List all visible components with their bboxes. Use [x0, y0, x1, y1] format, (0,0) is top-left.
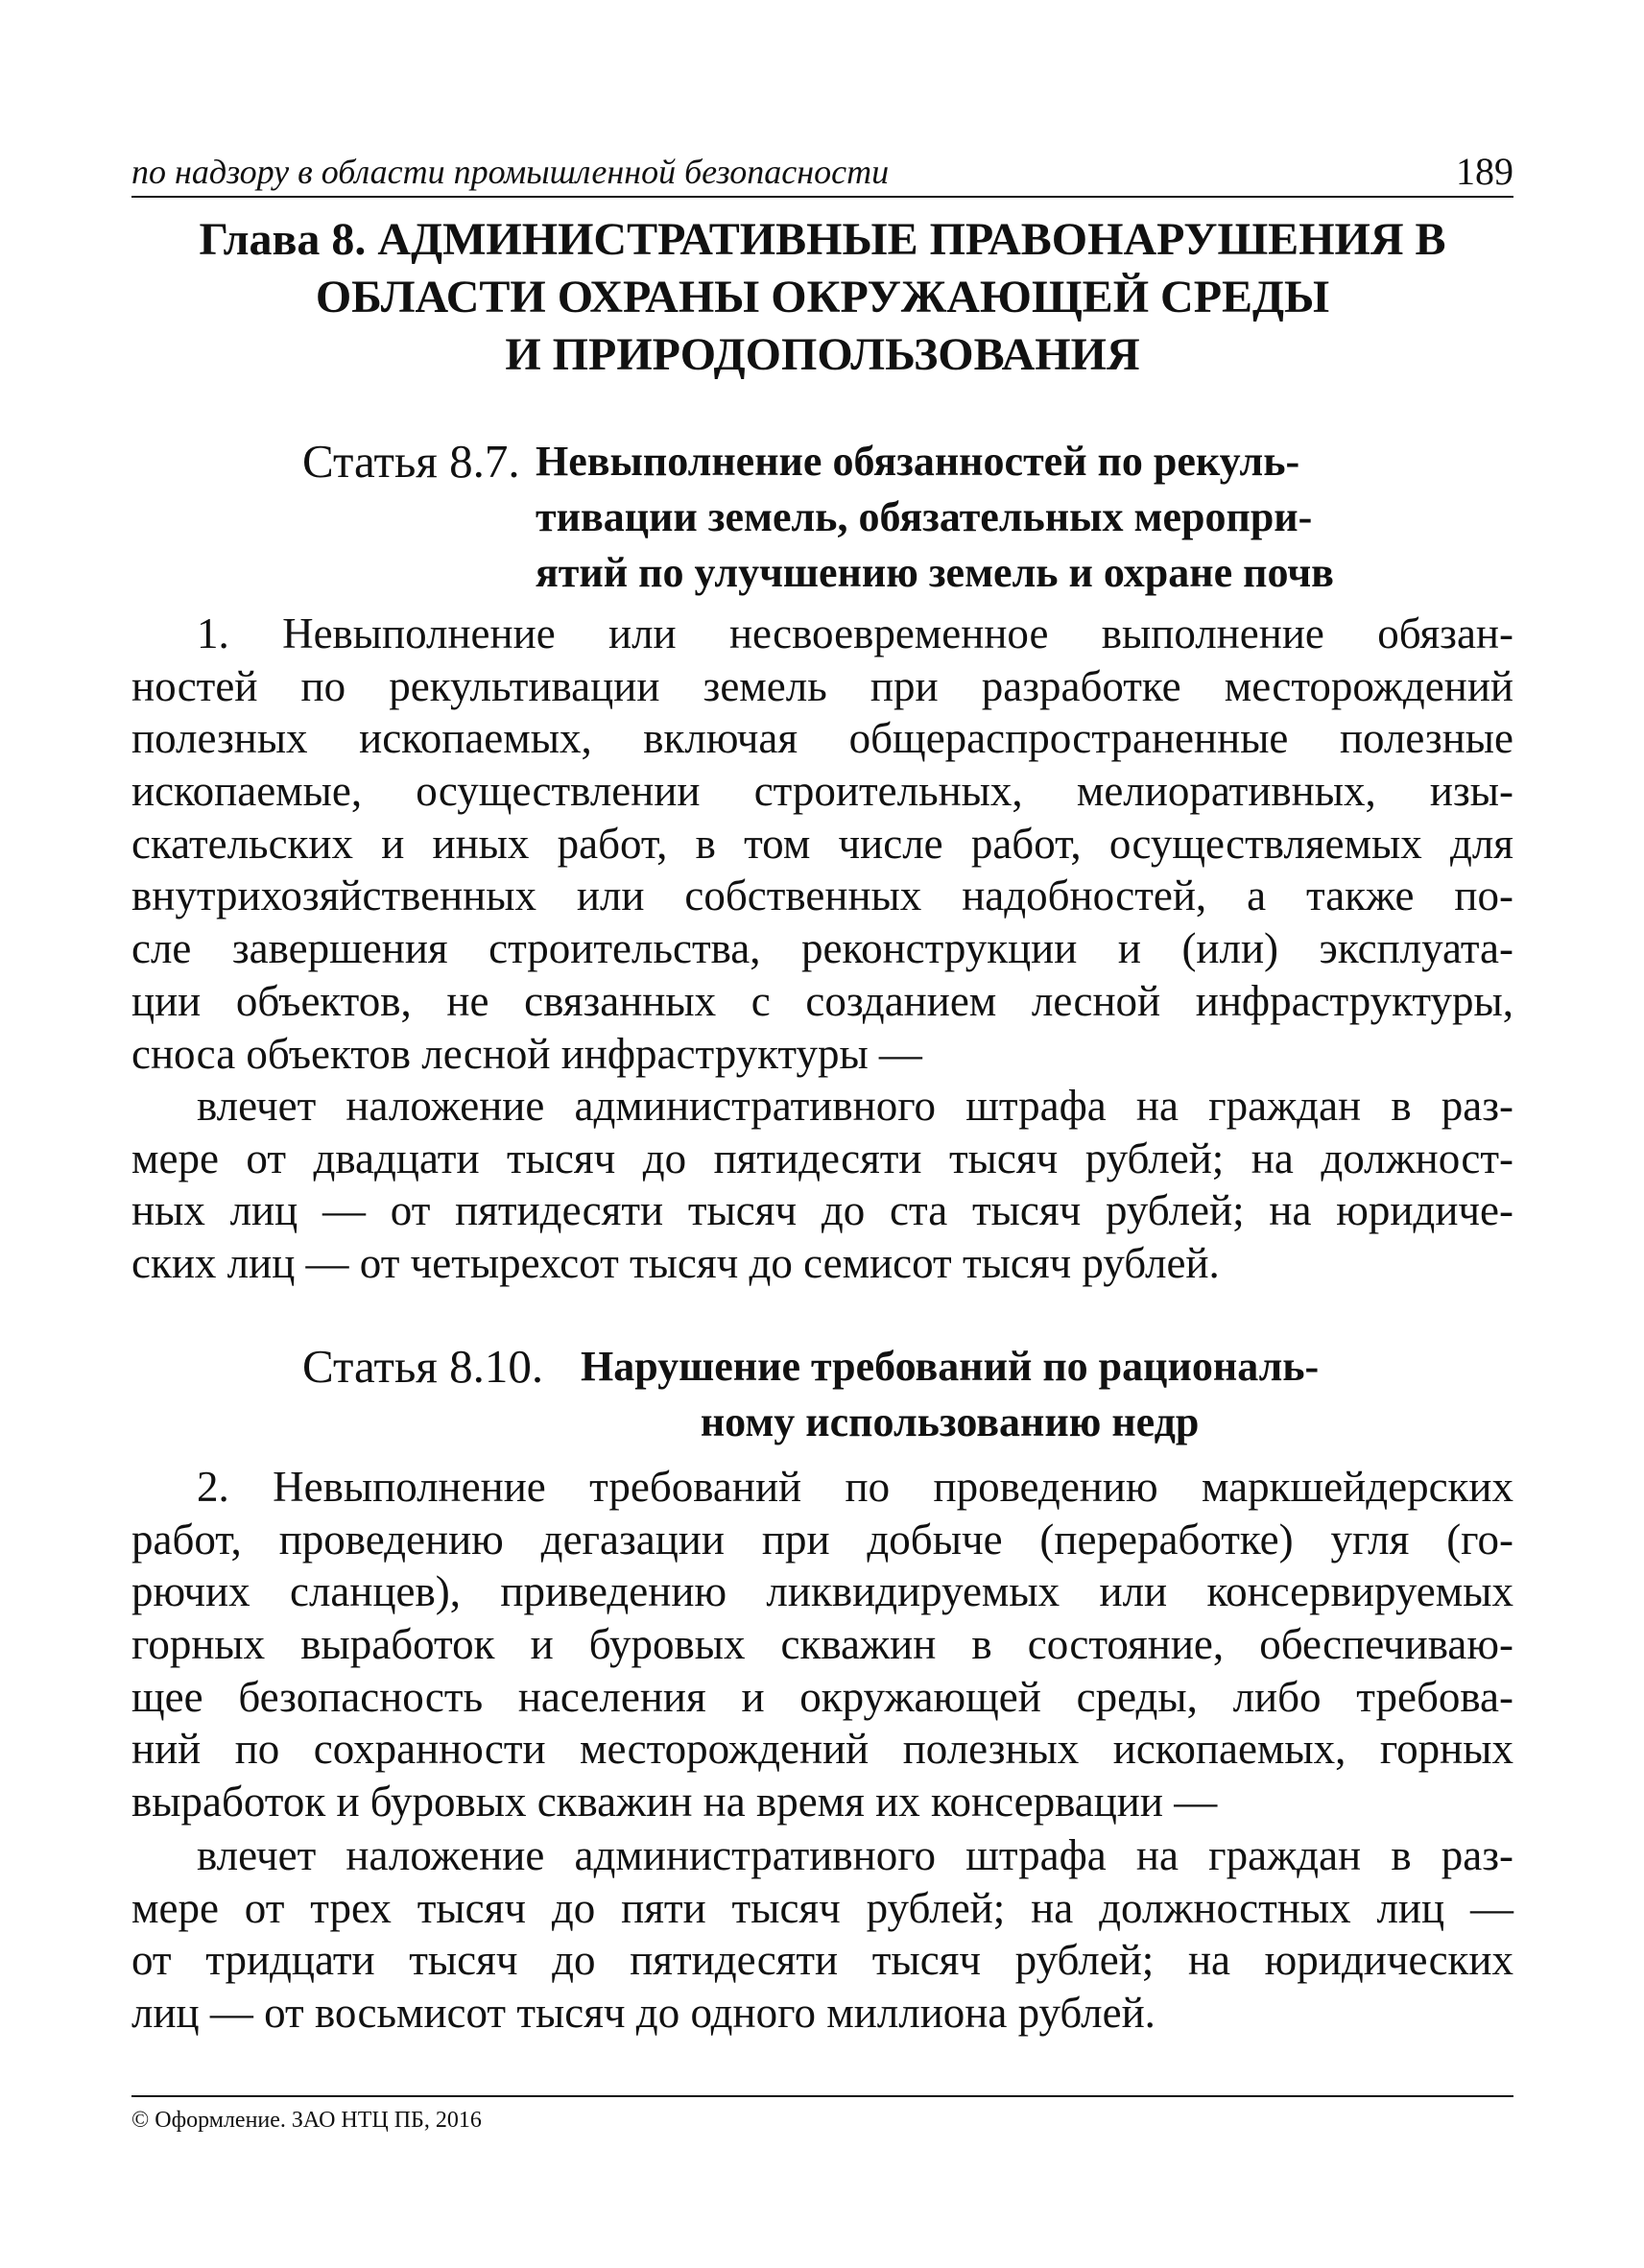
text-line: ископаемые, осуществлении строительных, мелиоративных, изы- — [131, 767, 1513, 816]
text-line: 2. Невыполнение требований по проведению маркшейдерских — [197, 1463, 1513, 1511]
paragraph — [131, 1461, 1513, 1828]
article-number: Статья 8.10. — [302, 1340, 544, 1393]
article-title-line: Нарушение требований по рациональ- — [581, 1343, 1320, 1390]
text-line: ных лиц — от пятидесяти тысяч до ста тысяч рублей; на юридиче- — [131, 1186, 1513, 1235]
chapter-title — [131, 211, 1513, 384]
article-heading — [302, 1339, 1512, 1450]
article-title-line: ятий по улучшению земель и охране почв — [536, 549, 1334, 596]
paragraph — [131, 608, 1513, 1080]
article-title-line: тивации земель, обязательных меропри- — [536, 493, 1313, 540]
text-line: ний по сохранности месторождений полезных ископаемых, горных — [131, 1725, 1513, 1774]
text-line: работ, проведению дегазации при добыче (переработке) угля (го- — [131, 1515, 1513, 1564]
chapter-title-line: И ПРИРОДОПОЛЬЗОВАНИЯ — [505, 329, 1140, 380]
article-title — [536, 434, 1334, 601]
article-heading — [302, 434, 1512, 601]
text-line: рючих сланцев), приведению ликвидируемых или консервируемых — [131, 1567, 1513, 1616]
text-line: ции объектов, не связанных с созданием лесной инфраструктуры, — [131, 976, 1513, 1025]
text-line: ностей по рекультивации земель при разработке месторождений — [131, 661, 1513, 710]
text-line: влечет наложение административного штрафа на граждан в раз- — [197, 1831, 1513, 1879]
chapter-title-line: ОБЛАСТИ ОХРАНЫ ОКРУЖАЮЩЕЙ СРЕДЫ — [315, 272, 1330, 322]
copyright-footer: © Оформление. ЗАО НТЦ ПБ, 2016 — [131, 2108, 482, 2133]
paragraph — [131, 1080, 1513, 1290]
text-line: от тридцати тысяч до пятидесяти тысяч рублей; на юридических — [131, 1936, 1513, 1985]
footer-divider — [131, 2095, 1513, 2097]
text-line: лиц — от восьмисот тысяч до одного миллиона рублей. — [131, 1989, 1156, 2038]
text-line: сноса объектов лесной инфраструктуры — — [131, 1029, 922, 1078]
text-line: внутрихозяйственных или собственных надобностей, а также по- — [131, 871, 1513, 920]
running-header — [131, 144, 1513, 198]
text-line: мере от трех тысяч до пяти тысяч рублей; на должностных лиц — — [131, 1883, 1513, 1932]
paragraph — [131, 1829, 1513, 2040]
running-title: по надзору в области промышленной безопасности — [131, 153, 890, 191]
text-line: сле завершения строительства, реконструкции и (или) эксплуата- — [131, 924, 1513, 973]
text-line: 1. Невыполнение или несвоевременное выполнение обязан- — [197, 609, 1513, 657]
article-title-line: Невыполнение обязанностей по рекуль- — [536, 438, 1300, 485]
text-line: мере от двадцати тысяч до пятидесяти тысяч рублей; на должност- — [131, 1134, 1513, 1182]
text-line: горных выработок и буровых скважин в состояние, обеспечиваю- — [131, 1620, 1513, 1669]
chapter-title-line: Глава 8. АДМИНИСТРАТИВНЫЕ ПРАВОНАРУШЕНИЯ В — [199, 214, 1446, 265]
article-number: Статья 8.7. — [302, 435, 520, 488]
article-title-line: ному использованию недр — [700, 1398, 1200, 1445]
text-line: ских лиц — от четырехсот тысяч до семисот тысяч рублей. — [131, 1239, 1220, 1288]
page-number: 189 — [1456, 150, 1513, 193]
article-title — [581, 1339, 1319, 1450]
text-line: скательских и иных работ, в том числе работ, осуществляемых для — [131, 819, 1513, 868]
text-line: полезных ископаемых, включая общераспространенные полезные — [131, 714, 1513, 763]
text-line: щее безопасность населения и окружающей среды, либо требова- — [131, 1672, 1513, 1721]
text-line: выработок и буровых скважин на время их консервации — — [131, 1778, 1218, 1826]
text-line: влечет наложение административного штрафа на граждан в раз- — [197, 1082, 1513, 1130]
